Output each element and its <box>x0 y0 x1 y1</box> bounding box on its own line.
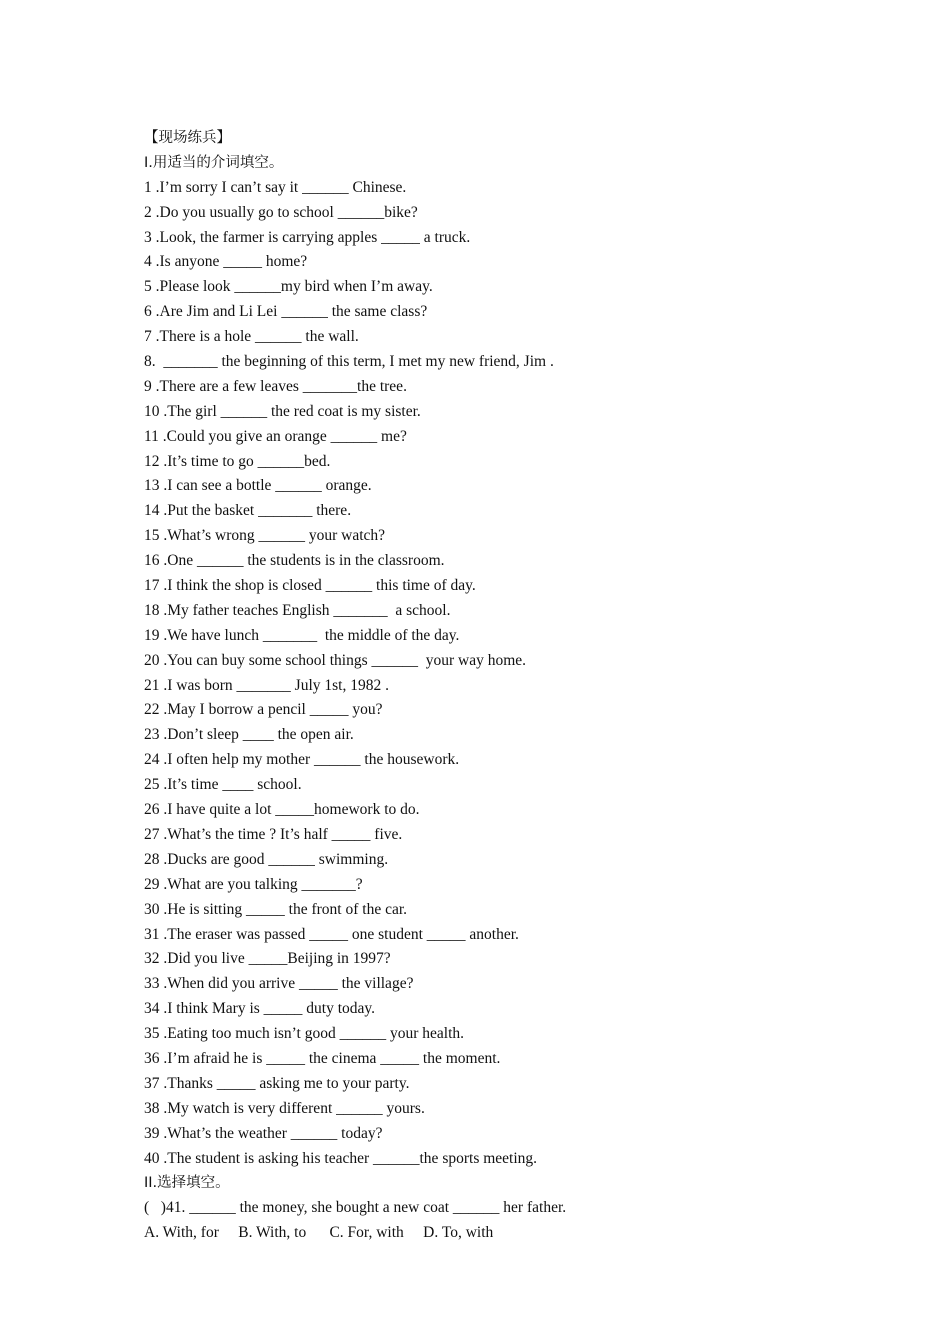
question-35: 35 .Eating too much isn’t good ______ your health. <box>144 1025 465 1043</box>
question-36: 36 .I’m afraid he is _____ the cinema _____ the moment. <box>144 1049 501 1067</box>
question-18: 18 .My father teaches English _______ a school. <box>144 601 451 619</box>
question-30: 30 .He is sitting _____ the front of the car. <box>144 900 408 918</box>
section-two-heading: II.选择填空。 <box>144 1175 230 1192</box>
question-12: 12 .It’s time to go ______bed. <box>144 452 331 470</box>
question-27: 27 .What’s the time ? It’s half _____ five. <box>144 825 403 843</box>
worksheet <box>144 126 904 1246</box>
question-37: 37 .Thanks _____ asking me to your party. <box>144 1074 410 1092</box>
question-2: 2 .Do you usually go to school ______bike? <box>144 203 418 221</box>
question-38: 38 .My watch is very different ______ yours. <box>144 1099 425 1117</box>
question-13: 13 .I can see a bottle ______ orange. <box>144 477 372 495</box>
question-4: 4 .Is anyone _____ home? <box>144 253 308 271</box>
question-15: 15 .What’s wrong ______ your watch? <box>144 527 386 545</box>
question-26: 26 .I have quite a lot _____homework to do. <box>144 801 420 819</box>
question-16: 16 .One ______ the students is in the classroom. <box>144 552 445 570</box>
question-3: 3 .Look, the farmer is carrying apples _____ a truck. <box>144 228 471 246</box>
question-40: 40 .The student is asking his teacher ______the sports meeting. <box>144 1149 538 1167</box>
question-31: 31 .The eraser was passed _____ one student _____ another. <box>144 925 519 943</box>
question-6: 6 .Are Jim and Li Lei ______ the same class? <box>144 303 428 321</box>
question-17: 17 .I think the shop is closed ______ this time of day. <box>144 577 476 595</box>
question-5: 5 .Please look ______my bird when I’m away. <box>144 278 433 296</box>
question-41: ( )41. ______ the money, she bought a new coat ______ her father. <box>144 1199 567 1217</box>
question-41-options: A. With, for B. With, to C. For, with D. To, with <box>144 1224 494 1242</box>
question-34: 34 .I think Mary is _____ duty today. <box>144 1000 376 1018</box>
question-1: 1 .I’m sorry I can’t say it ______ Chinese. <box>144 178 407 196</box>
question-39: 39 .What’s the weather ______ today? <box>144 1124 383 1142</box>
question-28: 28 .Ducks are good ______ swimming. <box>144 850 389 868</box>
question-8: 8. _______ the beginning of this term, I met my new friend, Jim . <box>144 353 554 371</box>
worksheet-title: 【现场练兵】 <box>144 130 231 146</box>
question-21: 21 .I was born _______ July 1st, 1982 . <box>144 676 389 694</box>
question-20: 20 .You can buy some school things ______ your way home. <box>144 651 527 669</box>
question-7: 7 .There is a hole ______ the wall. <box>144 328 359 346</box>
question-list <box>144 176 904 1172</box>
question-10: 10 .The girl ______ the red coat is my sister. <box>144 402 421 420</box>
question-23: 23 .Don’t sleep ____ the open air. <box>144 726 354 744</box>
question-25: 25 .It’s time ____ school. <box>144 776 302 794</box>
question-24: 24 .I often help my mother ______ the housework. <box>144 751 460 769</box>
section-one-heading: I.用适当的介词填空。 <box>144 154 284 171</box>
question-29: 29 .What are you talking _______? <box>144 875 363 893</box>
question-9: 9 .There are a few leaves _______the tree. <box>144 377 407 395</box>
question-33: 33 .When did you arrive _____ the village? <box>144 975 414 993</box>
question-19: 19 .We have lunch _______ the middle of the day. <box>144 626 460 644</box>
question-22: 22 .May I borrow a pencil _____ you? <box>144 701 383 719</box>
question-11: 11 .Could you give an orange ______ me? <box>144 427 407 445</box>
question-14: 14 .Put the basket _______ there. <box>144 502 352 520</box>
question-32: 32 .Did you live _____Beijing in 1997? <box>144 950 391 968</box>
